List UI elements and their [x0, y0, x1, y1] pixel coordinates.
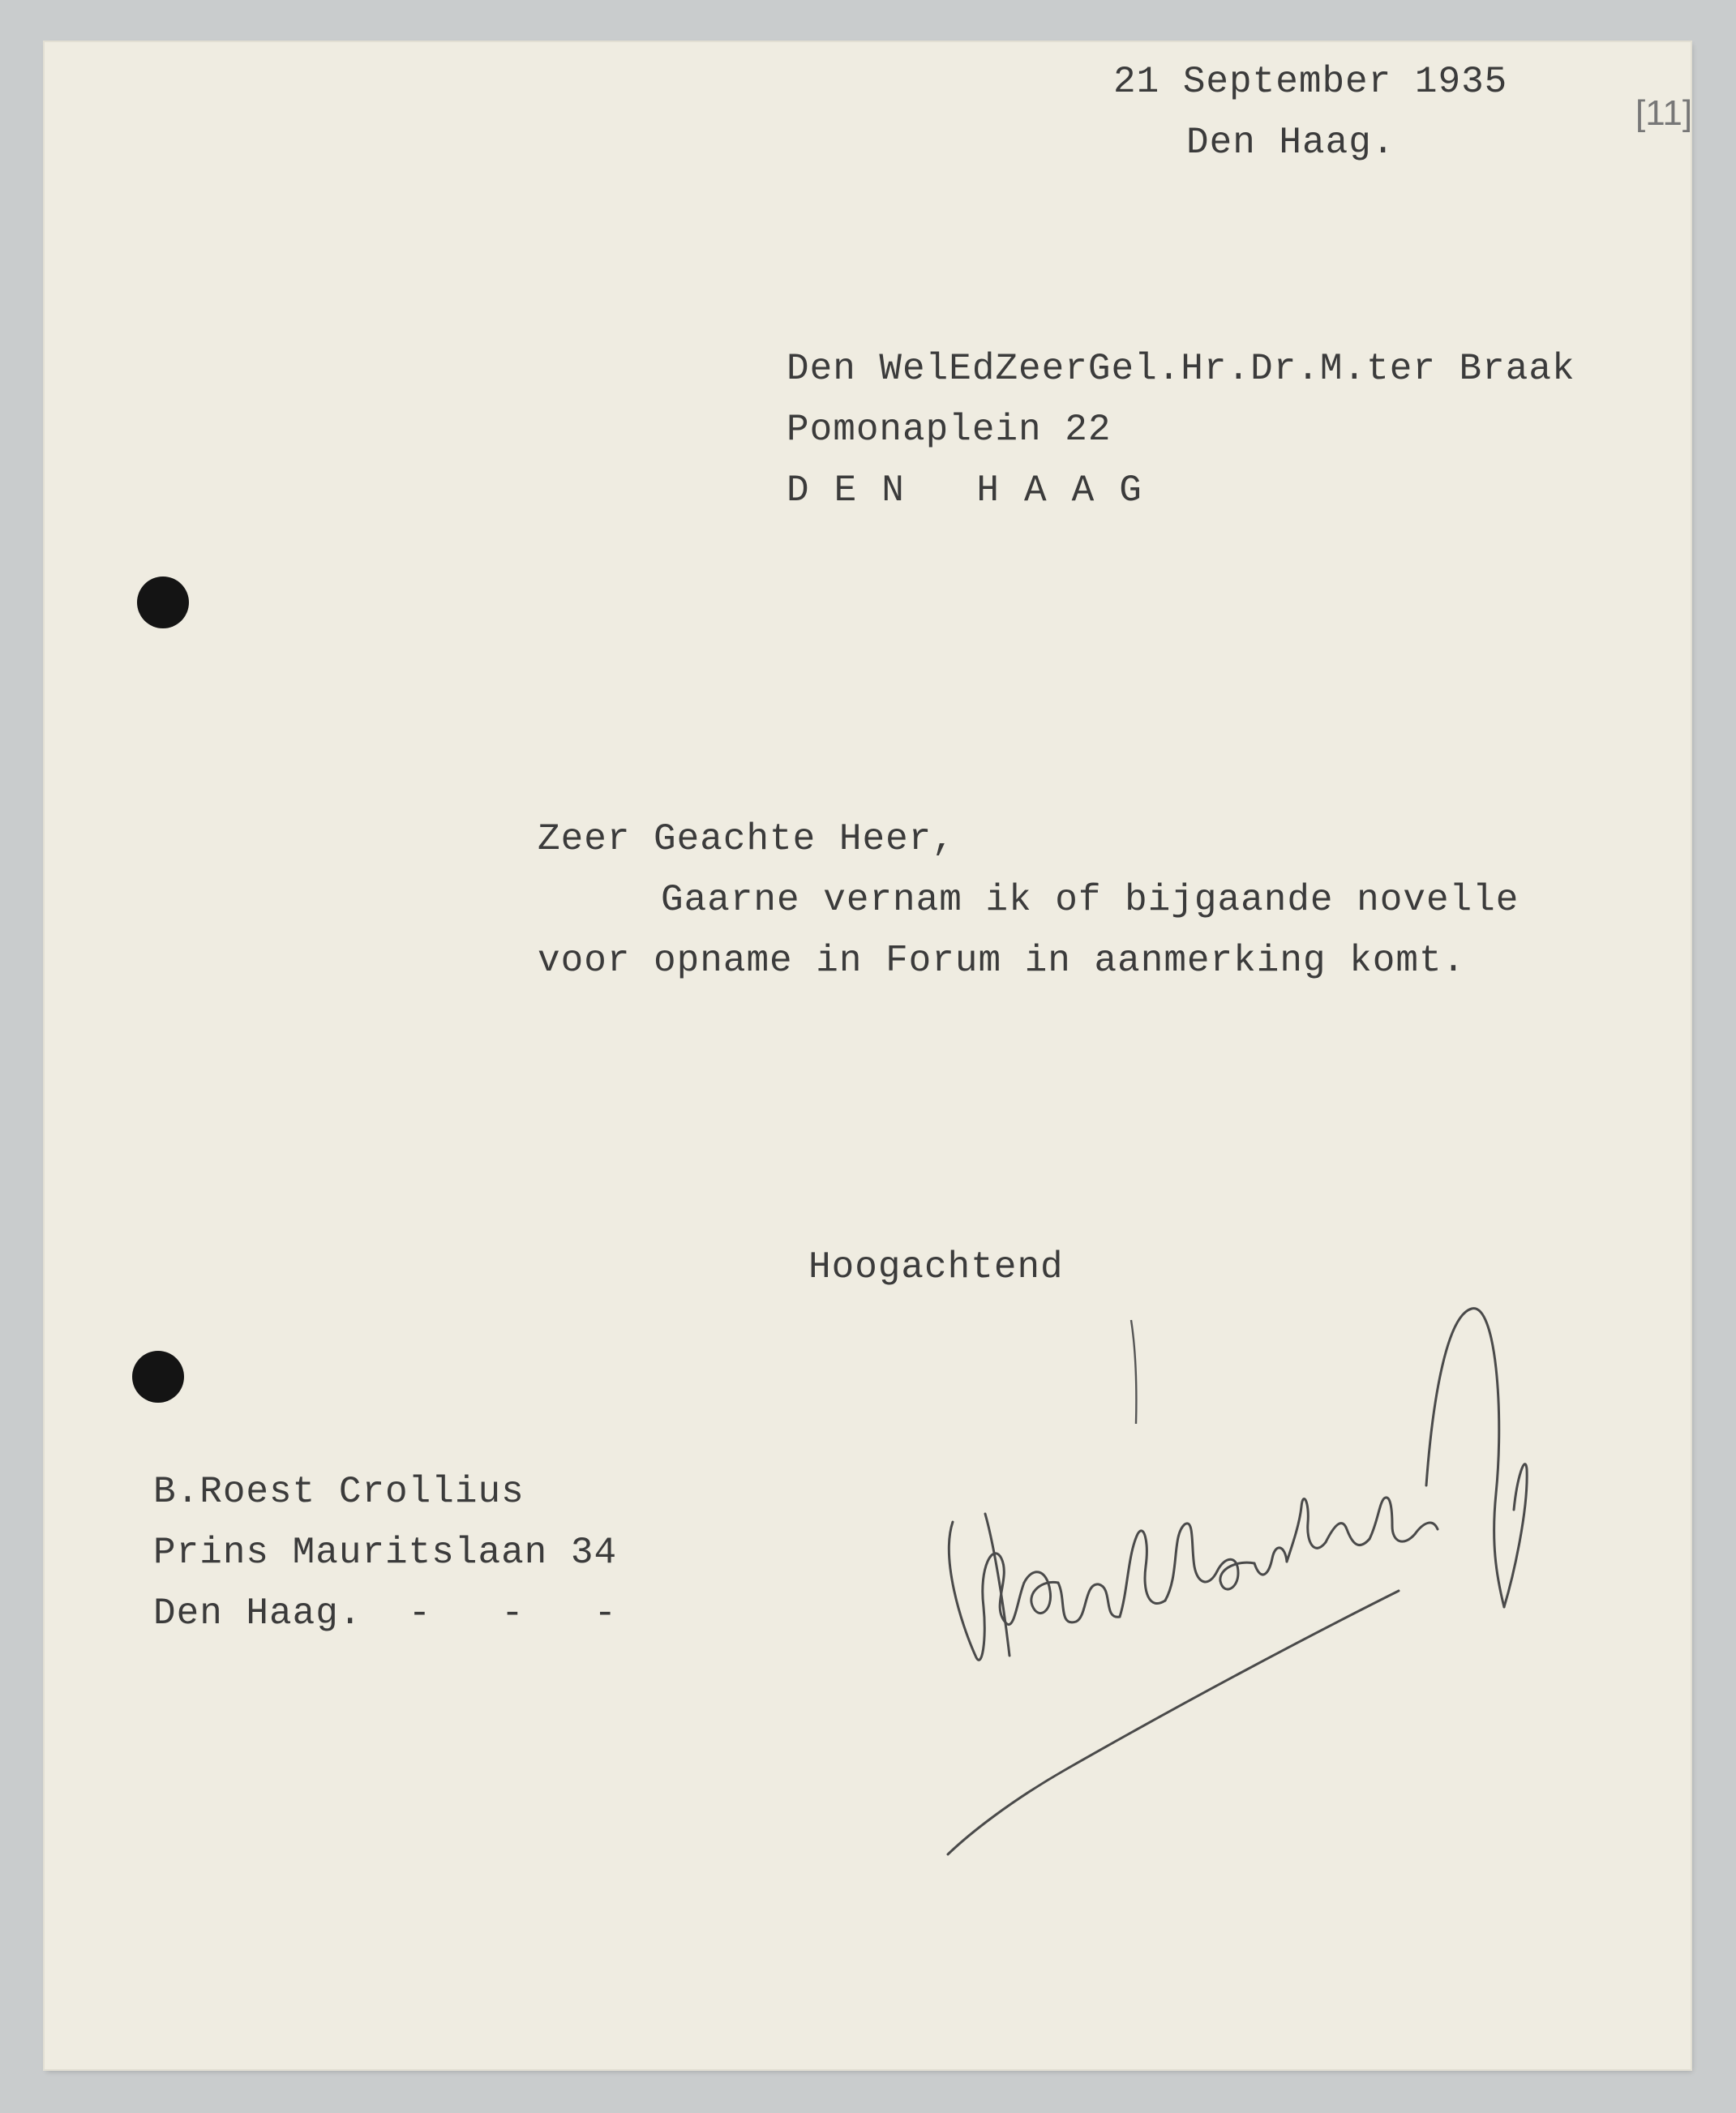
letter-date: 21 September 1935: [1113, 61, 1508, 103]
recipient-city: DEN HAAG: [787, 469, 1167, 512]
sender-name: B.Roest Crollius: [153, 1471, 525, 1513]
punch-hole-bottom: [132, 1351, 184, 1403]
sender-street: Prins Mauritslaan 34: [153, 1532, 618, 1574]
recipient-name: Den WelEdZeerGel.Hr.Dr.M.ter Braak: [787, 348, 1575, 390]
closing: Hoogachtend: [808, 1246, 1064, 1288]
body-line-1: Gaarne vernam ik of bijgaande novelle: [661, 879, 1520, 921]
salutation: Zeer Geachte Heer,: [538, 818, 955, 860]
body-line-2: voor opname in Forum in aanmerking komt.: [538, 940, 1466, 982]
sender-city: Den Haag. - - -: [153, 1592, 618, 1635]
handwritten-signature: [937, 1299, 1537, 1891]
letter-page: [45, 42, 1691, 2069]
letter-place: Den Haag.: [1186, 122, 1395, 164]
archive-mark: [11]: [1635, 93, 1693, 133]
recipient-street: Pomonaplein 22: [787, 409, 1112, 451]
punch-hole-top: [137, 576, 189, 628]
